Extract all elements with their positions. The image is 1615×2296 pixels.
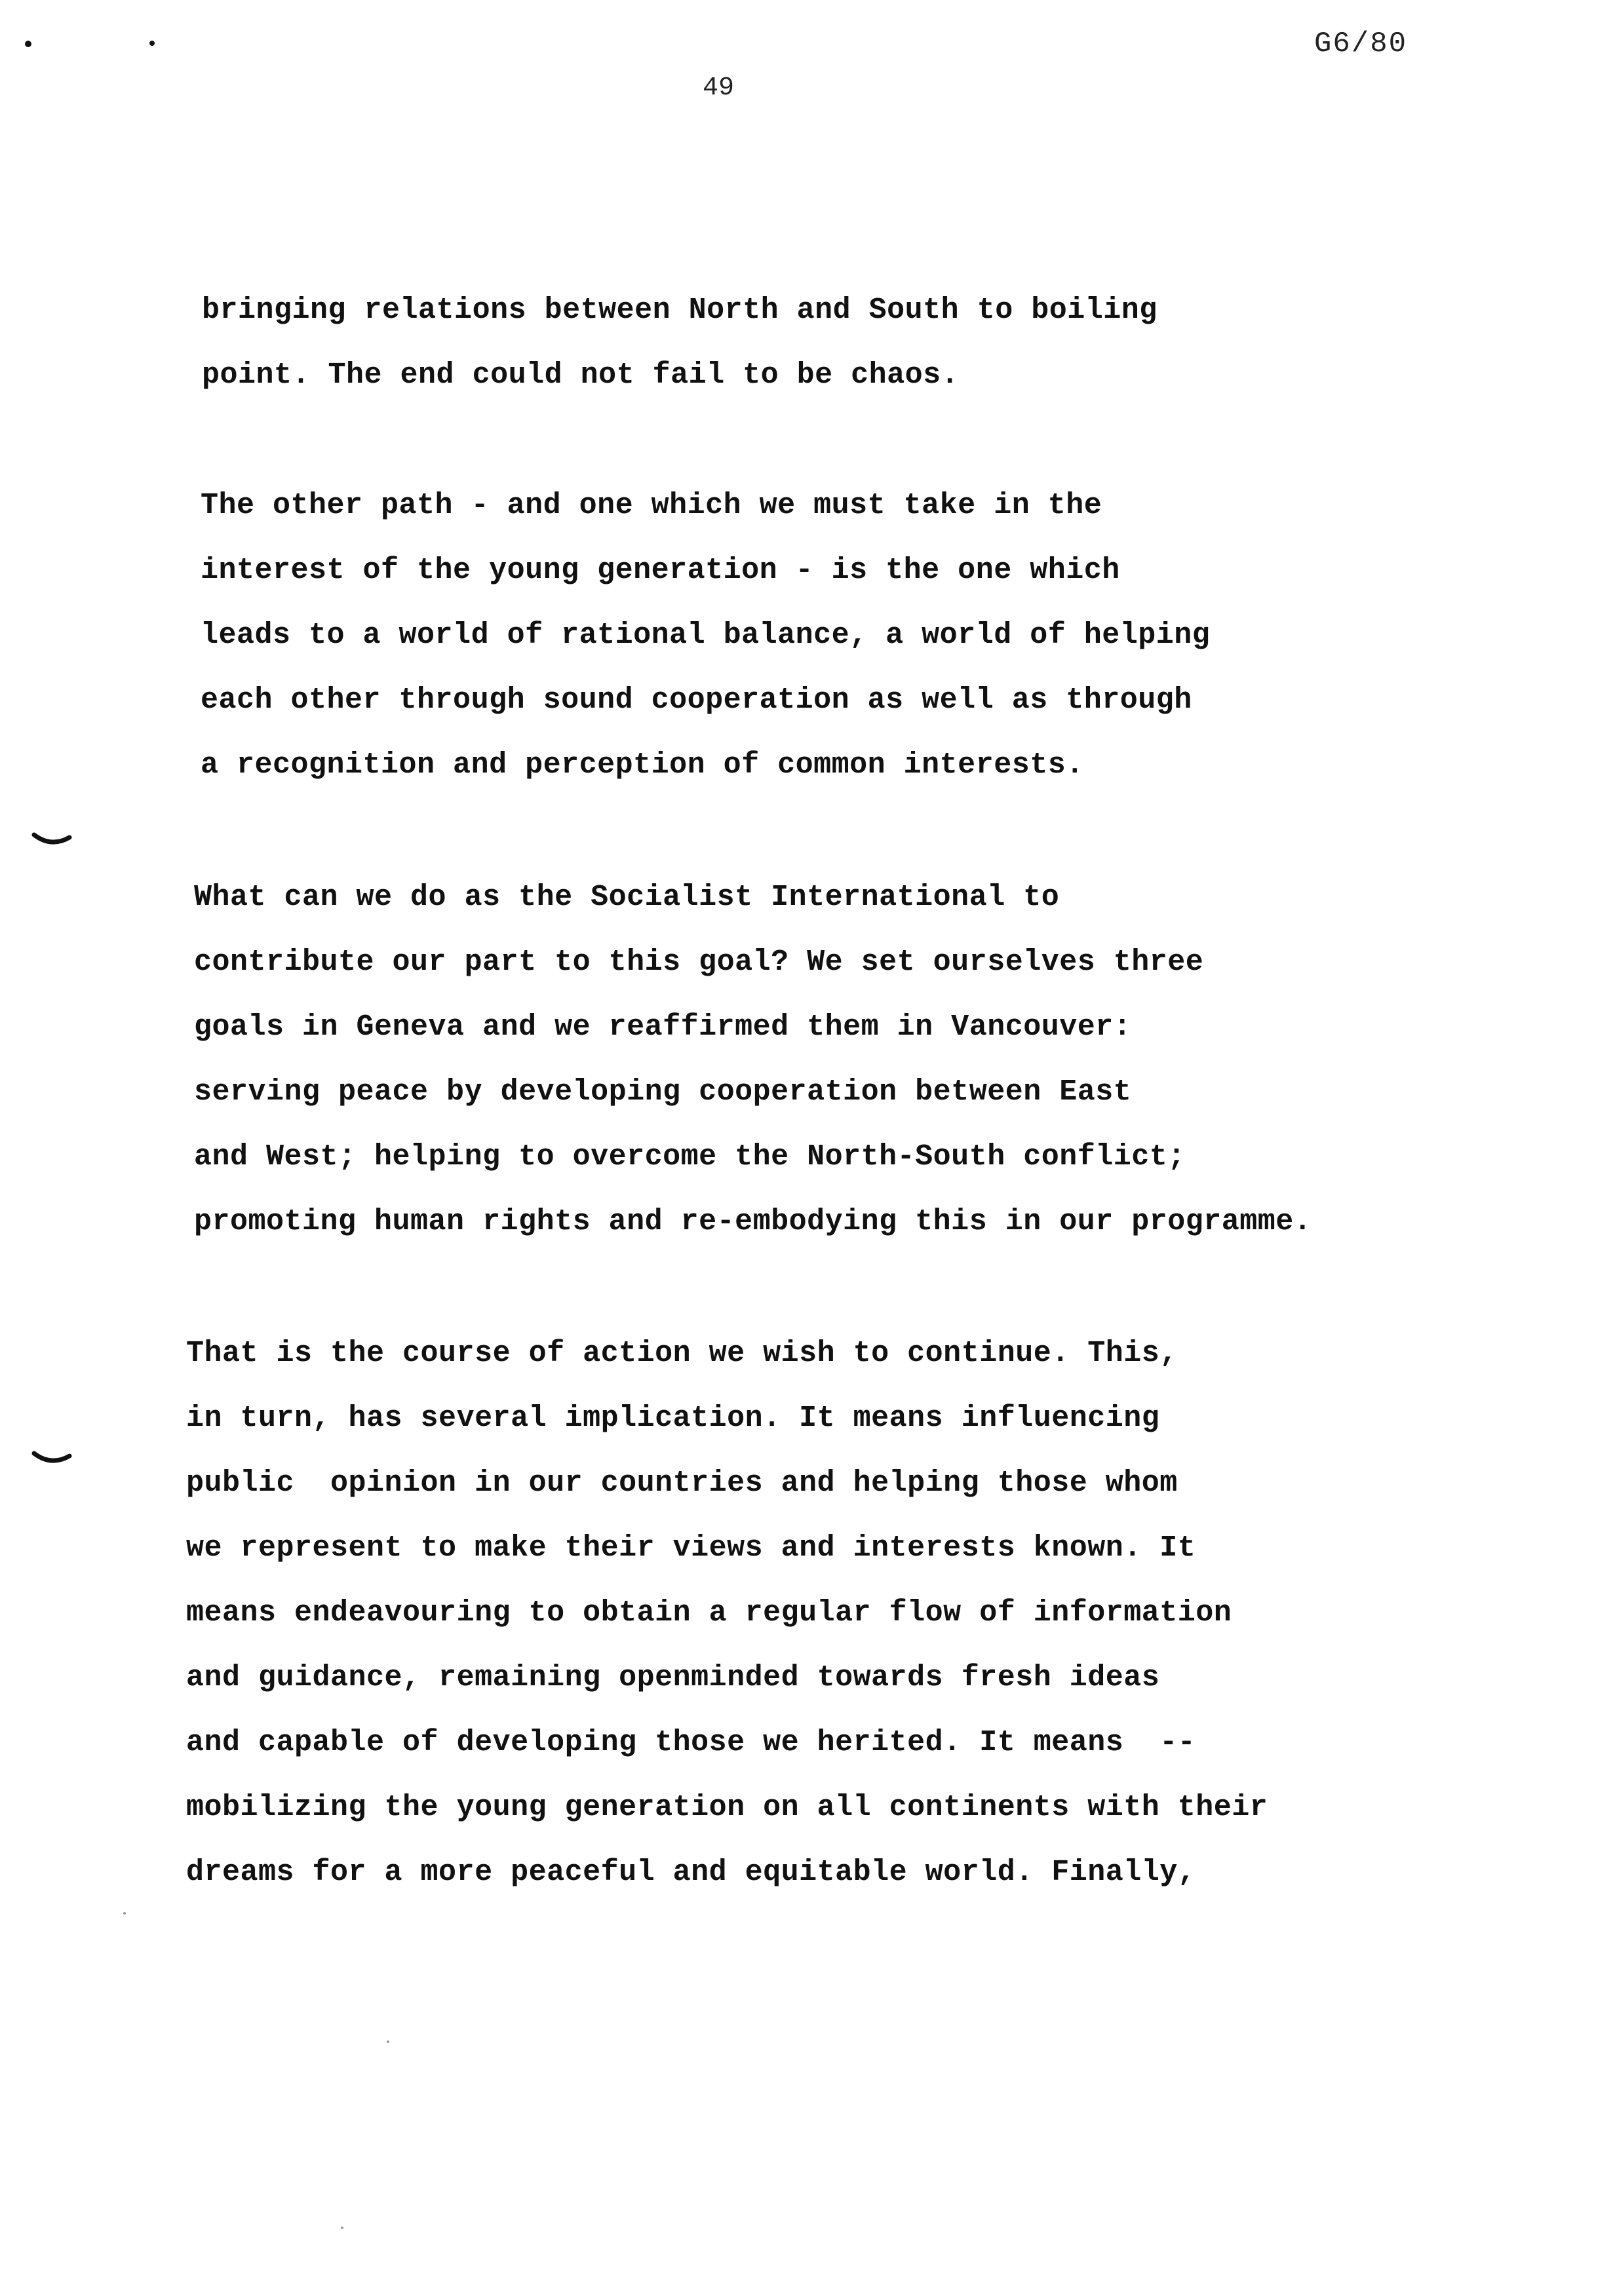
text-line: serving peace by developing cooperation between East: [194, 1075, 1132, 1109]
corner-dot-mark: [25, 41, 31, 47]
text-line: The other path - and one which we must take in the: [201, 489, 1102, 522]
text-line: point. The end could not fail to be chaos.: [202, 358, 960, 392]
text-line: each other through sound cooperation as well as through: [201, 683, 1192, 717]
paragraph-3: [194, 865, 1312, 1254]
scan-speck: [341, 2227, 343, 2229]
paragraph-1: [202, 278, 1158, 408]
text-line: leads to a world of rational balance, a world of helping: [201, 619, 1211, 652]
corner-dot-mark: [149, 41, 155, 46]
text-line: mobilizing the young generation on all continents with their: [186, 1791, 1268, 1824]
page-number: 49: [703, 73, 735, 103]
margin-check-mark: [31, 1449, 72, 1466]
text-line: interest of the young generation - is the one which: [201, 554, 1120, 587]
text-line: and guidance, remaining openminded towards fresh ideas: [186, 1661, 1160, 1694]
text-line: and capable of developing those we herited. It means --: [186, 1726, 1196, 1759]
text-line: dreams for a more peaceful and equitable world. Finally,: [186, 1856, 1196, 1889]
text-line: That is the course of action we wish to continue. This,: [186, 1337, 1178, 1370]
text-line: in turn, has several implication. It means influencing: [186, 1402, 1160, 1435]
text-line: bringing relations between North and South to boiling: [202, 294, 1158, 327]
scan-speck: [387, 2040, 389, 2043]
scan-speck: [123, 1912, 126, 1915]
text-line: we represent to make their views and interests known. It: [186, 1531, 1196, 1565]
text-line: goals in Geneva and we reaffirmed them in Vancouver:: [194, 1010, 1132, 1044]
text-line: public opinion in our countries and helping those whom: [186, 1466, 1178, 1500]
paragraph-2: [201, 473, 1210, 797]
text-line: and West; helping to overcome the North-South conflict;: [194, 1140, 1186, 1174]
text-line: promoting human rights and re-embodying this in our programme.: [194, 1205, 1312, 1238]
margin-check-mark: [31, 831, 72, 848]
text-line: What can we do as the Socialist International to: [194, 881, 1060, 914]
text-line: a recognition and perception of common interests.: [201, 748, 1084, 782]
paragraph-4: [186, 1321, 1268, 1905]
text-line: contribute our part to this goal? We set ourselves three: [194, 946, 1204, 979]
document-code: G6/80: [1314, 28, 1408, 60]
text-line: means endeavouring to obtain a regular flow of information: [186, 1596, 1232, 1630]
